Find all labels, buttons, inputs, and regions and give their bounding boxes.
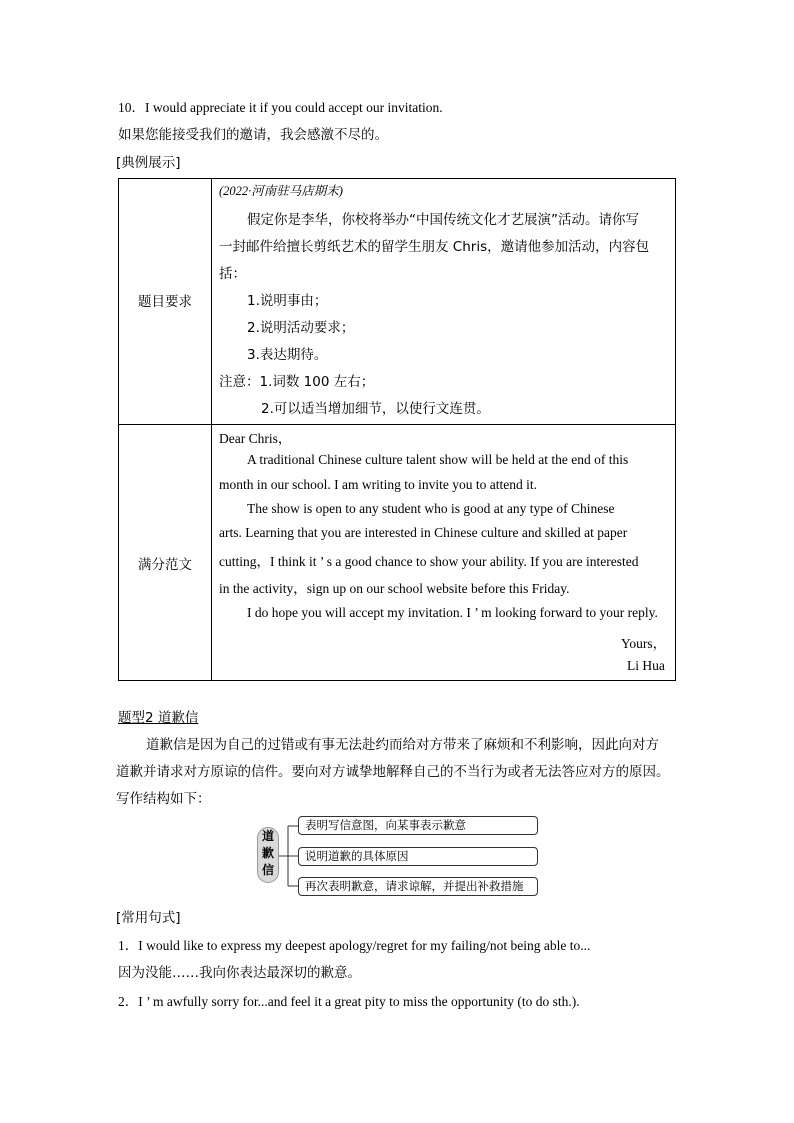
essay-line-4: arts. Learning that you are interested in Chinese culture and skilled at paper [219,525,628,540]
table-row-divider [119,424,675,425]
essay-greeting: Dear Chris， [219,431,292,446]
essay-line-3: The show is open to any student who is good at any type of Chinese [247,501,615,516]
row-label-requirements: 题目要求 [138,294,192,310]
table-column-divider [211,179,212,680]
center-char-3: 信 [261,863,274,877]
essay-line-6: in the activity，sign up on our school website before this Friday. [219,581,570,596]
example-table [118,178,676,681]
essay-signature: Li Hua [627,658,665,673]
item-10-chinese: 如果您能接受我们的邀请，我会感激不尽的。 [118,127,388,143]
phrase-1-chinese: 因为没能……我向你表达最深切的歉意。 [118,965,361,981]
example-header: [典例展示] [116,155,181,171]
row-label-model-essay: 满分范文 [138,557,192,573]
phrase-2-english: 2．I ’ m awfully sorry for...and feel it a great pity to miss the opportunity (to do sth.). [118,994,580,1009]
section-para-line-2: 道歉并请求对方原谅的信件。要向对方诚挚地解释自己的不当行为或者无法答应对方的原因。 [116,764,670,780]
diagram-bracket-lines [278,820,300,892]
phrases-header: [常用句式] [116,910,181,926]
essay-line-7: I do hope you will accept my invitation. I ’ m looking forward to your reply. [247,605,658,620]
point-2: 2.说明活动要求； [247,320,355,336]
essay-closing: Yours， [621,636,667,651]
section-title: 题型2 道歉信 [118,710,199,726]
diagram-box-1: 表明写信意图，向某事表示歉意 [298,816,538,835]
center-char-2: 歉 [261,846,274,860]
essay-line-2: month in our school. I am writing to invite you to attend it. [219,477,537,492]
center-char-1: 道 [261,829,274,843]
prompt-line-1: 假定你是李华，你校将举办“中国传统文化才艺展演”活动。请你写 [247,212,639,228]
diagram-box-2: 说明道歉的具体原因 [298,847,538,866]
prompt-line-2: 一封邮件给擅长剪纸艺术的留学生朋友 Chris，邀请他参加活动，内容包 [219,239,650,255]
essay-line-1: A traditional Chinese culture talent show will be held at the end of this [247,452,629,467]
note-1: 注意：1.词数 100 左右； [219,374,375,390]
diagram-box-3: 再次表明歉意，请求谅解，并提出补救措施 [298,877,538,896]
phrase-1-english: 1．I would like to express my deepest apology/regret for my failing/not being able to... [118,938,591,953]
item-10-english: 10．I would appreciate it if you could accept our invitation. [118,100,443,115]
point-3: 3.表达期待。 [247,347,328,363]
note-2: 2.可以适当增加细节，以使行文连贯。 [261,401,490,417]
point-1: 1.说明事由； [247,293,328,309]
essay-line-5: cutting，I think it ’ s a good chance to show your ability. If you are interested [219,554,639,569]
source-note: (2022·河南驻马店期末) [219,184,343,198]
section-para-line-1: 道歉信是因为自己的过错或有事无法赴约而给对方带来了麻烦和不利影响，因此向对方 [146,737,659,753]
diagram-center-label [257,827,279,883]
prompt-line-3: 括： [219,266,246,282]
section-para-line-3: 写作结构如下： [116,791,211,807]
